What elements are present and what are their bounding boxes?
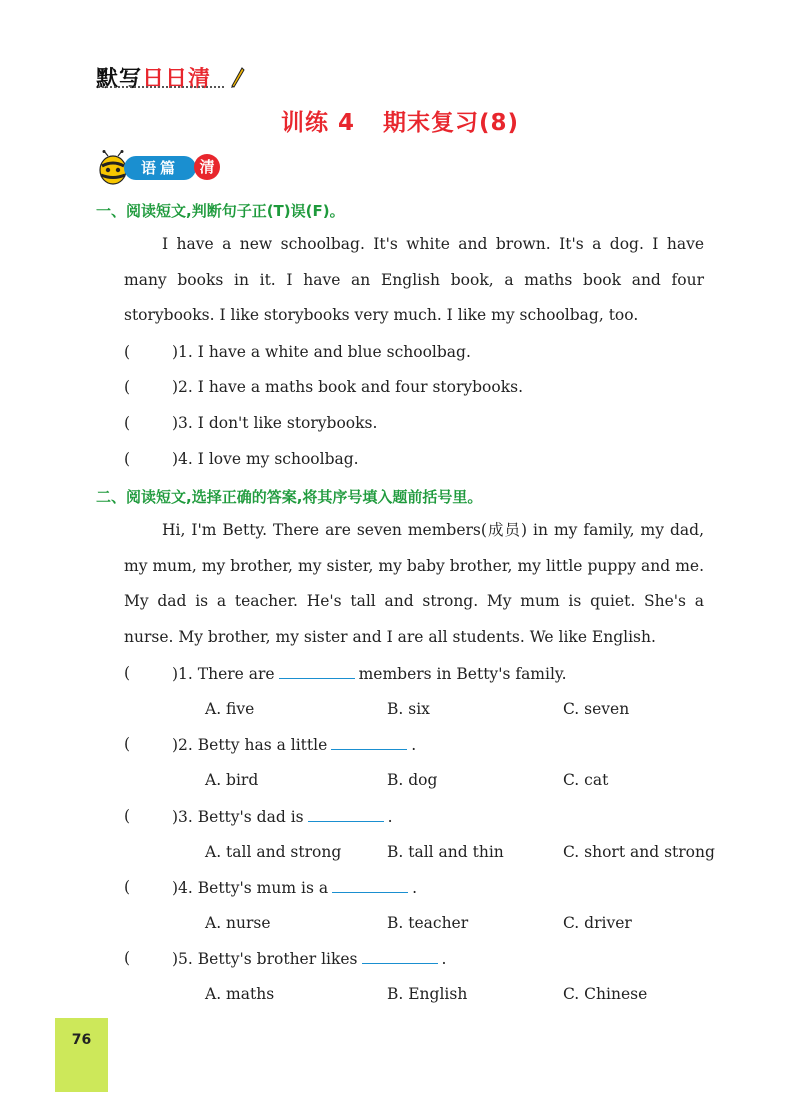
section1-heading: 一、阅读短文,判断句子正(T)误(F)。 (96, 202, 345, 220)
badge-circle: 清 (194, 154, 220, 180)
answer-paren[interactable]: ( (124, 378, 131, 396)
question-text-after: . (411, 736, 417, 754)
title-lesson: 训练 4 (280, 110, 355, 136)
section-badge (94, 148, 224, 188)
option-c: C. Chinese (563, 985, 648, 1003)
answer-paren[interactable]: ( (124, 414, 131, 432)
question-text: )1. There are (172, 665, 275, 683)
question-text: )5. Betty's brother likes (172, 950, 358, 968)
option-a: A. maths (205, 985, 275, 1003)
answer-blank[interactable] (362, 949, 438, 964)
option-c: C. driver (563, 914, 632, 932)
question-text-after: members in Betty's family. (358, 665, 567, 683)
question-text: )2. Betty has a little (172, 736, 328, 754)
answer-paren[interactable]: ( (124, 343, 131, 361)
section1-passage: I have a new schoolbag. It's white and brown. It's a dog. I have many books in it. I have an English book, a maths book and four storybooks. I like storybooks very much. I like my schoolbag, too. (124, 235, 704, 325)
answer-paren[interactable]: ( (124, 735, 131, 753)
question-text: )4. Betty's mum is a (172, 879, 329, 897)
pen-icon (228, 64, 246, 88)
page-number-tab (55, 1018, 108, 1092)
option-b: B. teacher (387, 914, 469, 932)
option-c: C. short and strong (563, 843, 715, 861)
answer-blank[interactable] (279, 664, 355, 679)
option-a: A. bird (205, 771, 259, 789)
question-text-after: . (387, 808, 393, 826)
option-b: B. dog (387, 771, 438, 789)
answer-blank[interactable] (308, 807, 384, 822)
option-b: B. tall and thin (387, 843, 504, 861)
title-topic: 期末复习(8) (382, 110, 520, 136)
question-text: )1. I have a white and blue schoolbag. (172, 343, 471, 361)
question-text-after: . (441, 950, 447, 968)
answer-paren[interactable]: ( (124, 878, 131, 896)
brand-highlight: 日日清 (142, 67, 212, 92)
option-a: A. tall and strong (205, 843, 342, 861)
section2-heading: 二、阅读短文,选择正确的答案,将其序号填入题前括号里。 (96, 488, 483, 506)
answer-paren[interactable]: ( (124, 807, 131, 825)
answer-paren[interactable]: ( (124, 664, 131, 682)
answer-blank[interactable] (331, 735, 407, 750)
option-c: C. cat (563, 771, 609, 789)
brand-prefix: 默写 (96, 67, 143, 92)
answer-paren[interactable]: ( (124, 450, 131, 468)
answer-paren[interactable]: ( (124, 949, 131, 967)
question-text-after: . (412, 879, 418, 897)
question-text: )2. I have a maths book and four storybooks. (172, 378, 523, 396)
option-b: B. six (387, 700, 430, 718)
brand-underline (98, 86, 224, 92)
option-a: A. five (205, 700, 255, 718)
badge-label: 语篇 (124, 156, 196, 180)
option-c: C. seven (563, 700, 630, 718)
answer-blank[interactable] (332, 878, 408, 893)
brand-logo (96, 62, 256, 96)
option-b: B. English (387, 985, 468, 1003)
section2-passage: Hi, I'm Betty. There are seven members(成员) in my family, my dad, my mum, my brother, my sister, my baby brother, my little puppy and me. My dad is a teacher. He's tall and strong. My mum is quiet. She's a nurse. My brother, my sister and I are all students. We like English. (124, 521, 704, 646)
question-text: )3. I don't like storybooks. (172, 414, 378, 432)
option-a: A. nurse (205, 914, 271, 932)
question-text: )4. I love my schoolbag. (172, 450, 359, 468)
page-title (0, 104, 800, 137)
question-text: )3. Betty's dad is (172, 808, 304, 826)
page-number: 76 (71, 1032, 92, 1048)
